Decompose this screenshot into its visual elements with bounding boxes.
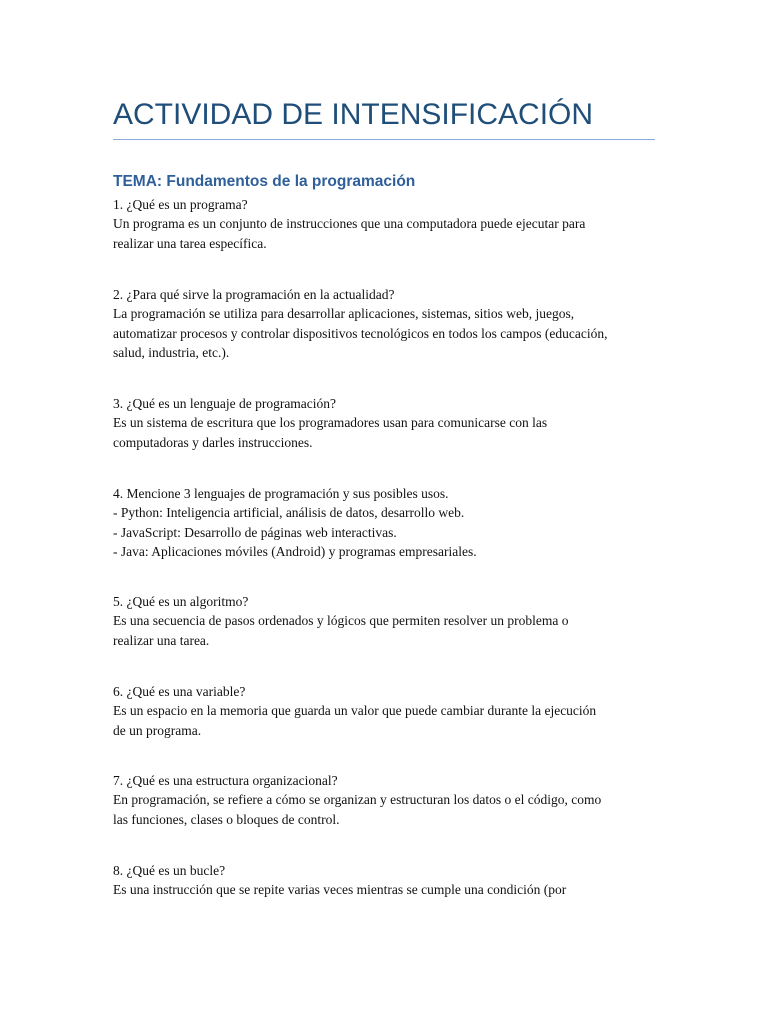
answer-line: Es una instrucción que se repite varias veces mientras se cumple una condición (por [113, 882, 567, 898]
qa-item-2 [113, 285, 658, 362]
document-subtitle: TEMA: Fundamentos de la programación [113, 173, 416, 190]
question-text: 6. ¿Qué es una variable? [113, 684, 246, 699]
answer-line: - Java: Aplicaciones móviles (Android) y programas empresariales. [113, 543, 477, 559]
answer-line: automatizar procesos y controlar dispositivos tecnológicos en todos los campos (educación, [113, 325, 608, 341]
qa-item-8 [113, 861, 658, 900]
qa-item-6 [113, 682, 658, 740]
answer-line: Es una secuencia de pasos ordenados y lógicos que permiten resolver un problema o [113, 613, 569, 629]
question-text: 5. ¿Qué es un algoritmo? [113, 594, 249, 609]
answer-line: Es un espacio en la memoria que guarda un valor que puede cambiar durante la ejecución [113, 703, 597, 719]
question-text: 2. ¿Para qué sirve la programación en la actualidad? [113, 287, 395, 302]
question-text: 1. ¿Qué es un programa? [113, 197, 248, 212]
qa-item-3 [113, 394, 658, 452]
answer-line: En programación, se refiere a cómo se organizan y estructuran los datos o el código, como [113, 792, 602, 808]
answer-line: Es un sistema de escritura que los programadores usan para comunicarse con las [113, 415, 548, 431]
answer-line: realizar una tarea específica. [113, 235, 267, 251]
qa-item-7 [113, 771, 658, 829]
question-text: 3. ¿Qué es un lenguaje de programación? [113, 396, 337, 411]
answer-line: realizar una tarea. [113, 632, 210, 648]
qa-item-5 [113, 592, 658, 650]
question-text: 7. ¿Qué es una estructura organizacional? [113, 773, 338, 788]
answer-line: - JavaScript: Desarrollo de páginas web interactivas. [113, 524, 397, 540]
answer-line: Un programa es un conjunto de instrucciones que una computadora puede ejecutar para [113, 216, 586, 232]
qa-item-4 [113, 484, 658, 561]
answer-line: de un programa. [113, 722, 202, 738]
answer-line: salud, industria, etc.). [113, 344, 230, 360]
answer-line: las funciones, clases o bloques de control. [113, 811, 340, 827]
answer-line: La programación se utiliza para desarrollar aplicaciones, sistemas, sitios web, juegos, [113, 306, 575, 322]
document-title: ACTIVIDAD DE INTENSIFICACIÓN [113, 98, 594, 131]
title-underline-divider [113, 139, 655, 140]
answer-line: computadoras y darles instrucciones. [113, 434, 313, 450]
question-text: 8. ¿Qué es un bucle? [113, 863, 226, 878]
answer-line: - Python: Inteligencia artificial, análisis de datos, desarrollo web. [113, 505, 465, 521]
question-text: 4. Mencione 3 lenguajes de programación y sus posibles usos. [113, 486, 449, 501]
qa-item-1 [113, 195, 658, 253]
